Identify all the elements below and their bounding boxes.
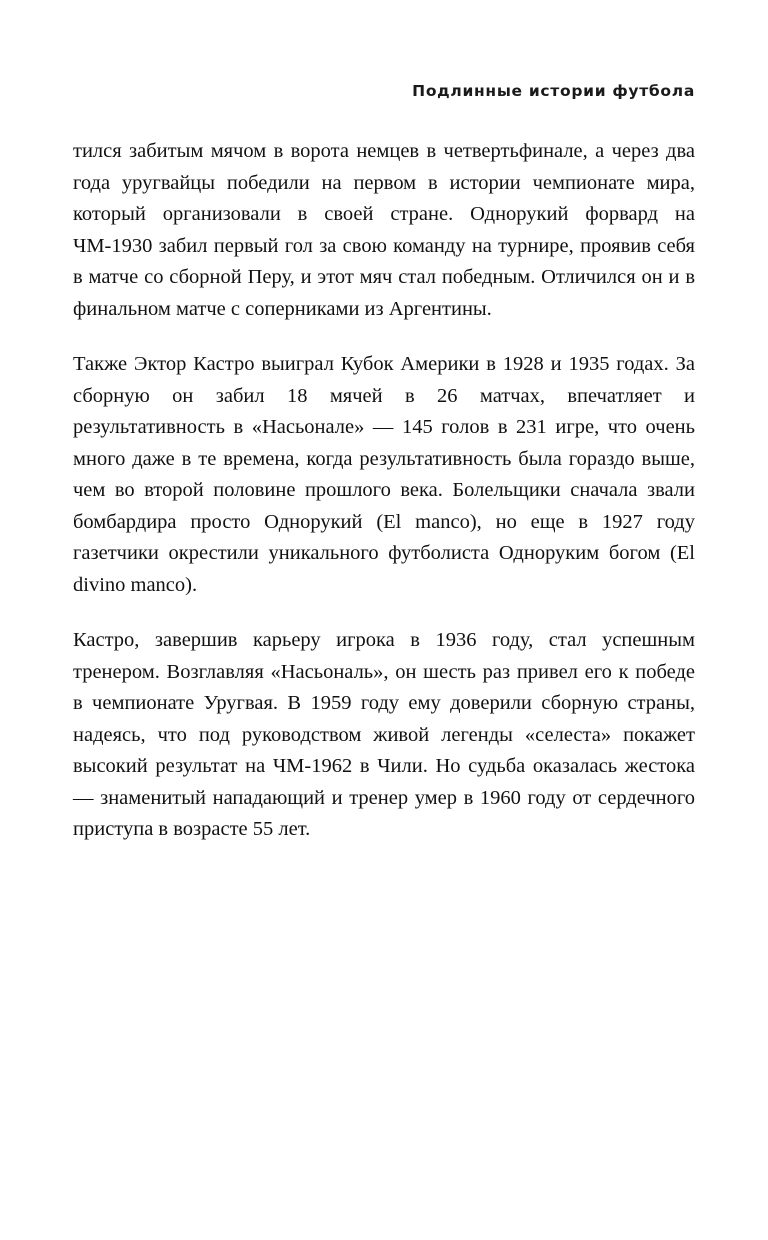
running-head: Подлинные истории футбола	[412, 82, 695, 100]
paragraph: Кастро, завершив карьеру игрока в 1936 году, стал успешным тренером. Возглавляя «Насьональ», он шесть раз привел его к победе в чемпионате Уругвая. В 1959 году ему доверили сборную страны, надеясь, что под руководством живой легенды «селеста» покажет высокий результат на ЧМ-1962 в Чили. Но судьба оказалась жестока — знаменитый нападающий и тренер умер в 1960 году от сердечного приступа в возрасте 55 лет.	[73, 629, 695, 840]
body-text	[73, 136, 695, 846]
paragraph: тился забитым мячом в ворота немцев в четвертьфинале, а через два года уругвайцы победили на первом в истории чемпионате мира, который организовали в своей стране. Однорукий форвард на ЧМ-1930 забил первый гол за свою команду на турнире, проявив себя в матче со сборной Перу, и этот мяч стал победным. Отличился он и в финальном матче с соперниками из Аргентины.	[73, 140, 695, 320]
paragraph: Также Эктор Кастро выиграл Кубок Америки в 1928 и 1935 годах. За сборную он забил 18 мячей в 26 матчах, впечатляет и результативность в «Насьонале» — 145 голов в 231 игре, что очень много даже в те времена, когда результативность была гораздо выше, чем во второй половине прошлого века. Болельщики сначала звали бомбардира просто Однорукий (El manco), но еще в 1927 году газетчики окрестили уникального футболиста Одноруким богом (El divino manco).	[73, 353, 695, 596]
